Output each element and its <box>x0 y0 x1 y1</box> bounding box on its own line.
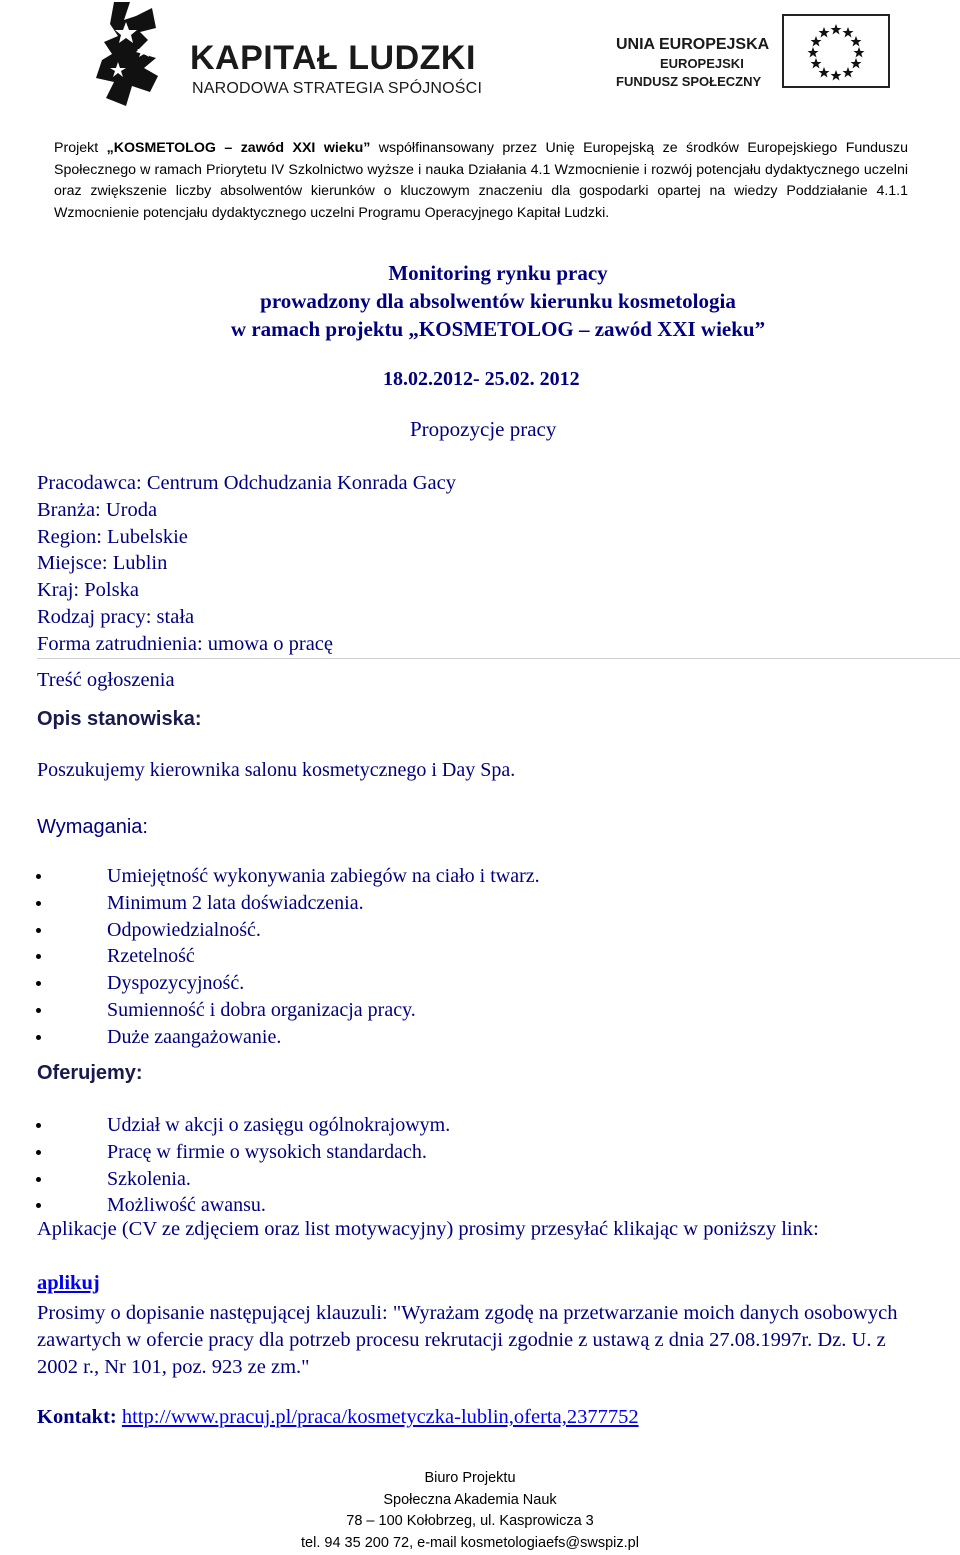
employer-value: Centrum Odchudzania Konrada Gacy <box>146 472 456 494</box>
eu-logo-line1: UNIA EUROPEJSKA <box>616 36 770 53</box>
region-row <box>37 524 456 551</box>
employment-row <box>37 631 456 658</box>
bullet-icon <box>36 1177 41 1182</box>
project-intro <box>54 138 908 224</box>
bullet-icon <box>36 901 41 906</box>
place-row <box>37 550 456 577</box>
footer-line3: 78 – 100 Kołobrzeg, ul. Kasprowicza 3 <box>346 1513 594 1530</box>
content-heading: Treść ogłoszenia <box>37 669 175 691</box>
bullet-icon <box>36 874 41 879</box>
work-type-value: stała <box>156 605 195 628</box>
apply-link[interactable]: aplikuj <box>37 1272 100 1294</box>
requirement-text: Umiejętność wykonywania zabiegów na ciało i twarz. <box>107 865 540 887</box>
list-item <box>0 1192 450 1219</box>
kapital-ludzki-logo <box>96 2 483 110</box>
bullet-icon <box>36 1008 41 1013</box>
offer-info <box>37 470 456 658</box>
offer-text: Pracę w firmie o wysokich standardach. <box>107 1140 427 1163</box>
industry-row <box>37 497 456 524</box>
place-label: Miejsce: <box>37 552 108 575</box>
bullet-icon <box>36 1150 41 1155</box>
eu-flag-icon <box>782 14 890 88</box>
offers-list <box>0 1112 450 1219</box>
intro-project-name: „KOSMETOLOG – zawód XXI wieku” <box>106 140 371 156</box>
title-line2: prowadzony dla absolwentów kierunku kosmetologia <box>260 289 736 313</box>
requirement-text: Odpowiedzialność. <box>107 918 261 941</box>
list-item <box>0 943 540 970</box>
contact-link[interactable]: http://www.pracuj.pl/praca/kosmetyczka-lublin,oferta,2377752 <box>121 1406 639 1428</box>
industry-value: Uroda <box>105 498 158 521</box>
kapital-ludzki-subtitle: NARODOWA STRATEGIA SPÓJNOŚCI <box>192 80 483 97</box>
kapital-ludzki-emblem-icon <box>96 2 186 110</box>
eu-logo-line3: FUNDUSZ SPOŁECZNY <box>616 74 762 89</box>
bullet-icon <box>36 928 41 933</box>
bullet-icon <box>36 1035 41 1040</box>
list-item <box>0 1166 450 1193</box>
offer-text: Szkolenia. <box>107 1167 191 1190</box>
bullet-icon <box>36 1123 41 1128</box>
intro-prefix: Projekt <box>54 140 107 156</box>
intro-rest: współfinansowany przez Unię Europejską ze środków Europejskiego Funduszu Społecznego w ramach Priorytetu IV Szkolnictwo wyższe i nauka Działania 4.1 Wzmocnienie i rozwój potencjału dydaktycznego uczelni oraz zwiększenie liczby absolwentów kierunków o kluczowym znaczeniu dla gospodarki opartej na wiedzy Poddziałanie 4.1.1 Wzmocnienie potencjału dydaktycznego uczelni Programu Operacyjnego Kapitał Ludzki. <box>54 140 908 221</box>
list-item <box>0 917 540 944</box>
requirement-text: Sumienność i dobra organizacja pracy. <box>107 998 416 1021</box>
country-label: Kraj: <box>37 579 80 602</box>
region-value: Lubelskie <box>107 525 188 548</box>
footer-line2: Społeczna Akademia Nauk <box>383 1491 557 1508</box>
job-description: Poszukujemy kierownika salonu kosmetycznego i Day Spa. <box>37 759 516 781</box>
list-item <box>0 997 540 1024</box>
eu-logo-line2: EUROPEJSKI <box>660 56 744 71</box>
offers-heading: Oferujemy: <box>37 1062 143 1084</box>
contact-row <box>37 1406 639 1429</box>
list-item <box>0 890 540 917</box>
list-item <box>0 970 540 997</box>
offer-text: Udział w akcji o zasięgu ogólnokrajowym. <box>107 1114 451 1136</box>
bullet-icon <box>36 954 41 959</box>
work-type-label: Rodzaj pracy: <box>37 605 152 628</box>
title-line1: Monitoring rynku pracy <box>388 261 608 285</box>
list-item <box>0 863 540 890</box>
contact-label: Kontakt: <box>37 1406 117 1428</box>
title-line3: w ramach projektu „KOSMETOLOG – zawód XXI wieku” <box>230 317 766 341</box>
list-item <box>0 1139 450 1166</box>
region-label: Region: <box>37 525 102 548</box>
requirement-text: Minimum 2 lata doświadczenia. <box>107 891 364 914</box>
apply-instructions: Aplikacje (CV ze zdjęciem oraz list motywacyjny) prosimy przesyłać klikając w poniższy link: <box>37 1218 819 1240</box>
footer-line4: tel. 94 35 200 72, e-mail kosmetologiaefs@swspiz.pl <box>301 1535 639 1552</box>
employer-row <box>37 470 456 497</box>
work-type-row <box>37 604 456 631</box>
footer-line1: Biuro Projektu <box>424 1470 516 1486</box>
offer-text: Możliwość awansu. <box>107 1194 266 1217</box>
employment-label: Forma zatrudnienia: <box>37 632 203 655</box>
eu-logo <box>612 2 892 102</box>
section-heading: Propozycje pracy <box>410 417 557 441</box>
description-heading: Opis stanowiska: <box>37 708 202 730</box>
consent-clause: Prosimy o dopisanie następującej klauzuli: "Wyrażam zgodę na przetwarzanie moich danych osobowych zawartych w ofercie pracy dla potrzeb procesu rekrutacji zgodnie z ustawą z dnia 27.08.1997r. Dz. U. z 2002 r., Nr 101, poz. 923 ze zm." <box>37 1302 898 1378</box>
bullet-icon <box>36 981 41 986</box>
page-title <box>0 259 960 343</box>
list-item <box>0 1112 450 1139</box>
requirements-heading: Wymagania: <box>37 816 148 838</box>
kapital-ludzki-title: KAPITAŁ LUDZKI <box>190 39 476 77</box>
footer <box>0 1468 940 1555</box>
date-range: 18.02.2012- 25.02. 2012 <box>383 368 580 390</box>
employment-value: umowa o pracę <box>207 632 334 655</box>
list-item <box>0 1024 540 1051</box>
divider <box>37 658 960 659</box>
bullet-icon <box>36 1203 41 1208</box>
industry-label: Branża: <box>37 498 101 521</box>
requirement-text: Duże zaangażowanie. <box>107 1025 282 1048</box>
requirements-list <box>0 863 540 1051</box>
employer-label: Pracodawca: <box>37 472 142 494</box>
country-value: Polska <box>84 579 139 602</box>
requirement-text: Rzetelność <box>107 945 195 968</box>
place-value: Lublin <box>112 552 168 575</box>
requirement-text: Dyspozycyjność. <box>107 972 245 995</box>
country-row <box>37 577 456 604</box>
